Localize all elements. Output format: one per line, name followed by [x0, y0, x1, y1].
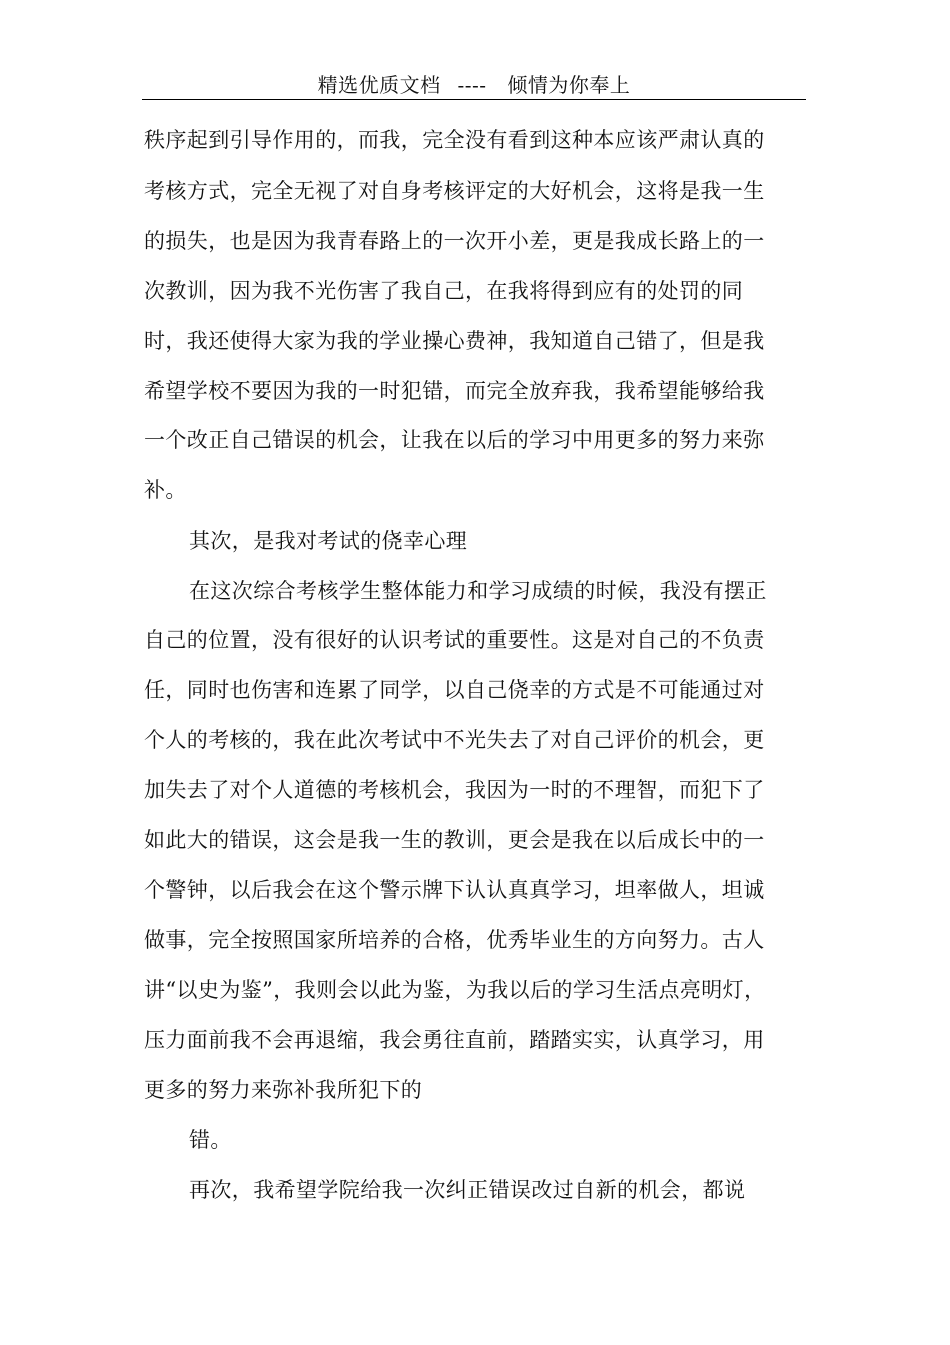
text-line: 一个改正自己错误的机会，让我在以后的学习中用更多的努力来弥 — [144, 428, 765, 452]
text-line: 个警钟，以后我会在这个警示牌下认认真真学习，坦率做人，坦诚 — [144, 878, 765, 902]
header-left-text: 精选优质文档 — [317, 73, 441, 97]
header-dashes: ---- — [457, 73, 487, 97]
text-line: 秩序起到引导作用的，而我，完全没有看到这种本应该严肃认真的 — [144, 128, 765, 152]
text-line: 在这次综合考核学生整体能力和学习成绩的时候，我没有摆正 — [189, 579, 767, 603]
text-line: 自己的位置，没有很好的认识考试的重要性。这是对自己的不负责 — [144, 628, 765, 652]
text-line: 时，我还使得大家为我的学业操心费神，我知道自己错了，但是我 — [144, 329, 765, 353]
text-line: 做事，完全按照国家所培养的合格，优秀毕业生的方向努力。古人 — [144, 928, 765, 952]
text-line: 的损失，也是因为我青春路上的一次开小差，更是我成长路上的一 — [144, 229, 765, 253]
text-line: 希望学校不要因为我的一时犯错，而完全放弃我，我希望能够给我 — [144, 379, 765, 403]
text-line: 错。 — [189, 1128, 232, 1152]
text-line: 补。 — [144, 478, 187, 502]
text-line: 再次，我希望学院给我一次纠正错误改过自新的机会，都说 — [189, 1178, 746, 1202]
text-line: 考核方式，完全无视了对自身考核评定的大好机会，这将是我一生 — [144, 179, 765, 203]
text-line: 压力面前我不会再退缩，我会勇往直前，踏踏实实，认真学习，用 — [144, 1028, 765, 1052]
text-line: 个人的考核的，我在此次考试中不光失去了对自己评价的机会，更 — [144, 728, 765, 752]
text-line: 加失去了对个人道德的考核机会，我因为一时的不理智，而犯下了 — [144, 778, 765, 802]
text-line: 任，同时也伤害和连累了同学，以自己侥幸的方式是不可能通过对 — [144, 678, 765, 702]
section-heading: 其次，是我对考试的侥幸心理 — [189, 529, 468, 553]
page-header — [142, 70, 806, 100]
header-right-text: 倾情为你奉上 — [507, 73, 631, 97]
text-line: 次教训，因为我不光伤害了我自己，在我将得到应有的处罚的同 — [144, 279, 744, 303]
text-line: 讲“以史为鉴”，我则会以此为鉴，为我以后的学习生活点亮明灯， — [144, 978, 766, 1002]
text-line: 更多的努力来弥补我所犯下的 — [144, 1078, 423, 1102]
text-line: 如此大的错误，这会是我一生的教训，更会是我在以后成长中的一 — [144, 828, 765, 852]
header-rule — [142, 99, 806, 100]
